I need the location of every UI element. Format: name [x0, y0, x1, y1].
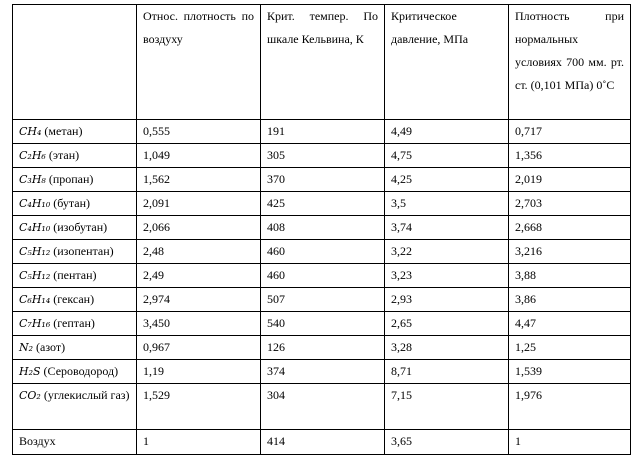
critical-temperature-cell: 414	[261, 430, 385, 455]
gas-name: (пентан)	[50, 268, 97, 282]
header-cell-density-normal-conditions: Плотность при нормальных условиях 700 мм. рт. ст. (0,101 МПа) 0˚С	[509, 5, 631, 120]
table-row	[13, 240, 631, 264]
critical-pressure-cell: 3,28	[385, 336, 509, 360]
table-row	[13, 288, 631, 312]
chemical-formula: CH₄	[19, 125, 42, 138]
gas-name-cell	[13, 264, 137, 288]
gas-name: Воздух	[19, 434, 56, 448]
density-cell: 2,703	[509, 192, 631, 216]
density-cell: 1,539	[509, 360, 631, 384]
gas-name-cell	[13, 288, 137, 312]
relative-density-cell: 2,974	[137, 288, 261, 312]
density-cell: 3,88	[509, 264, 631, 288]
header-cell-relative-density: Относ. плотность по воздуху	[137, 5, 261, 120]
chemical-formula: C₅H₁₂	[19, 269, 51, 282]
chemical-formula: C₂H₆	[19, 149, 46, 162]
gas-name-cell	[13, 430, 137, 455]
gas-name-cell	[13, 216, 137, 240]
gas-name-cell	[13, 192, 137, 216]
chemical-formula: H₂S	[19, 365, 41, 378]
critical-pressure-cell: 3,5	[385, 192, 509, 216]
density-cell: 2,019	[509, 168, 631, 192]
gas-name-cell	[13, 384, 137, 430]
header-cell-critical-pressure: Критическое давление, МПа	[385, 5, 509, 120]
critical-temperature-cell: 126	[261, 336, 385, 360]
chemical-formula: C₅H₁₂	[19, 245, 51, 258]
density-cell: 3,86	[509, 288, 631, 312]
chemical-formula: CO₂	[19, 389, 41, 402]
gas-name: (пропан)	[45, 172, 94, 186]
table-row	[13, 360, 631, 384]
critical-pressure-cell: 7,15	[385, 384, 509, 430]
table-row	[13, 384, 631, 430]
gas-name: (азот)	[33, 340, 66, 354]
gas-name: (углекислый газ)	[40, 388, 130, 402]
chemical-formula: C₄H₁₀	[19, 197, 51, 210]
chemical-formula: C₄H₁₀	[19, 221, 51, 234]
table-body	[13, 120, 631, 455]
critical-temperature-cell: 507	[261, 288, 385, 312]
gas-name-cell	[13, 312, 137, 336]
gas-name-cell	[13, 336, 137, 360]
chemical-formula: C₃H₈	[19, 173, 46, 186]
relative-density-cell: 2,091	[137, 192, 261, 216]
table-row	[13, 120, 631, 144]
header-row	[13, 5, 631, 120]
gas-name-cell	[13, 120, 137, 144]
relative-density-cell: 2,066	[137, 216, 261, 240]
table-row	[13, 168, 631, 192]
gas-name: (метан)	[41, 124, 83, 138]
critical-pressure-cell: 3,65	[385, 430, 509, 455]
chemical-formula: C₆H₁₄	[19, 293, 51, 306]
density-cell: 1,25	[509, 336, 631, 360]
gas-name: (этан)	[45, 148, 80, 162]
gas-name: (бутан)	[50, 196, 91, 210]
density-cell: 0,717	[509, 120, 631, 144]
relative-density-cell: 2,48	[137, 240, 261, 264]
density-cell: 1,356	[509, 144, 631, 168]
chemical-formula: C₇H₁₆	[19, 317, 51, 330]
critical-pressure-cell: 2,93	[385, 288, 509, 312]
relative-density-cell: 1,19	[137, 360, 261, 384]
table-row	[13, 216, 631, 240]
critical-pressure-cell: 3,23	[385, 264, 509, 288]
table-row	[13, 312, 631, 336]
critical-temperature-cell: 374	[261, 360, 385, 384]
relative-density-cell: 2,49	[137, 264, 261, 288]
critical-pressure-cell: 4,75	[385, 144, 509, 168]
gas-name: (Сероводород)	[40, 364, 119, 378]
gas-name: (изобутан)	[50, 220, 108, 234]
critical-temperature-cell: 425	[261, 192, 385, 216]
chemical-formula: N₂	[19, 341, 34, 354]
gas-name-cell	[13, 240, 137, 264]
relative-density-cell: 1,529	[137, 384, 261, 430]
table-row	[13, 336, 631, 360]
gas-name: (гептан)	[50, 316, 95, 330]
density-cell: 1,976	[509, 384, 631, 430]
relative-density-cell: 1,562	[137, 168, 261, 192]
gas-name-cell	[13, 144, 137, 168]
critical-pressure-cell: 3,74	[385, 216, 509, 240]
critical-pressure-cell: 4,25	[385, 168, 509, 192]
density-cell: 3,216	[509, 240, 631, 264]
critical-temperature-cell: 191	[261, 120, 385, 144]
gas-properties-table	[12, 4, 631, 455]
critical-pressure-cell: 4,49	[385, 120, 509, 144]
relative-density-cell: 1,049	[137, 144, 261, 168]
critical-pressure-cell: 8,71	[385, 360, 509, 384]
table-row	[13, 192, 631, 216]
critical-temperature-cell: 305	[261, 144, 385, 168]
table-row	[13, 144, 631, 168]
density-cell: 4,47	[509, 312, 631, 336]
critical-temperature-cell: 460	[261, 240, 385, 264]
gas-name-cell	[13, 168, 137, 192]
table-row	[13, 430, 631, 455]
gas-name: (гексан)	[50, 292, 95, 306]
header-cell-critical-temperature: Крит. темпер. По шкале Кельвина, К	[261, 5, 385, 120]
header-cell-empty	[13, 5, 137, 120]
density-cell: 2,668	[509, 216, 631, 240]
critical-temperature-cell: 304	[261, 384, 385, 430]
relative-density-cell: 3,450	[137, 312, 261, 336]
relative-density-cell: 0,555	[137, 120, 261, 144]
critical-temperature-cell: 370	[261, 168, 385, 192]
gas-name: (изопентан)	[50, 244, 114, 258]
density-cell: 1	[509, 430, 631, 455]
critical-temperature-cell: 408	[261, 216, 385, 240]
relative-density-cell: 1	[137, 430, 261, 455]
relative-density-cell: 0,967	[137, 336, 261, 360]
critical-pressure-cell: 3,22	[385, 240, 509, 264]
critical-temperature-cell: 460	[261, 264, 385, 288]
critical-temperature-cell: 540	[261, 312, 385, 336]
critical-pressure-cell: 2,65	[385, 312, 509, 336]
gas-name-cell	[13, 360, 137, 384]
table-row	[13, 264, 631, 288]
